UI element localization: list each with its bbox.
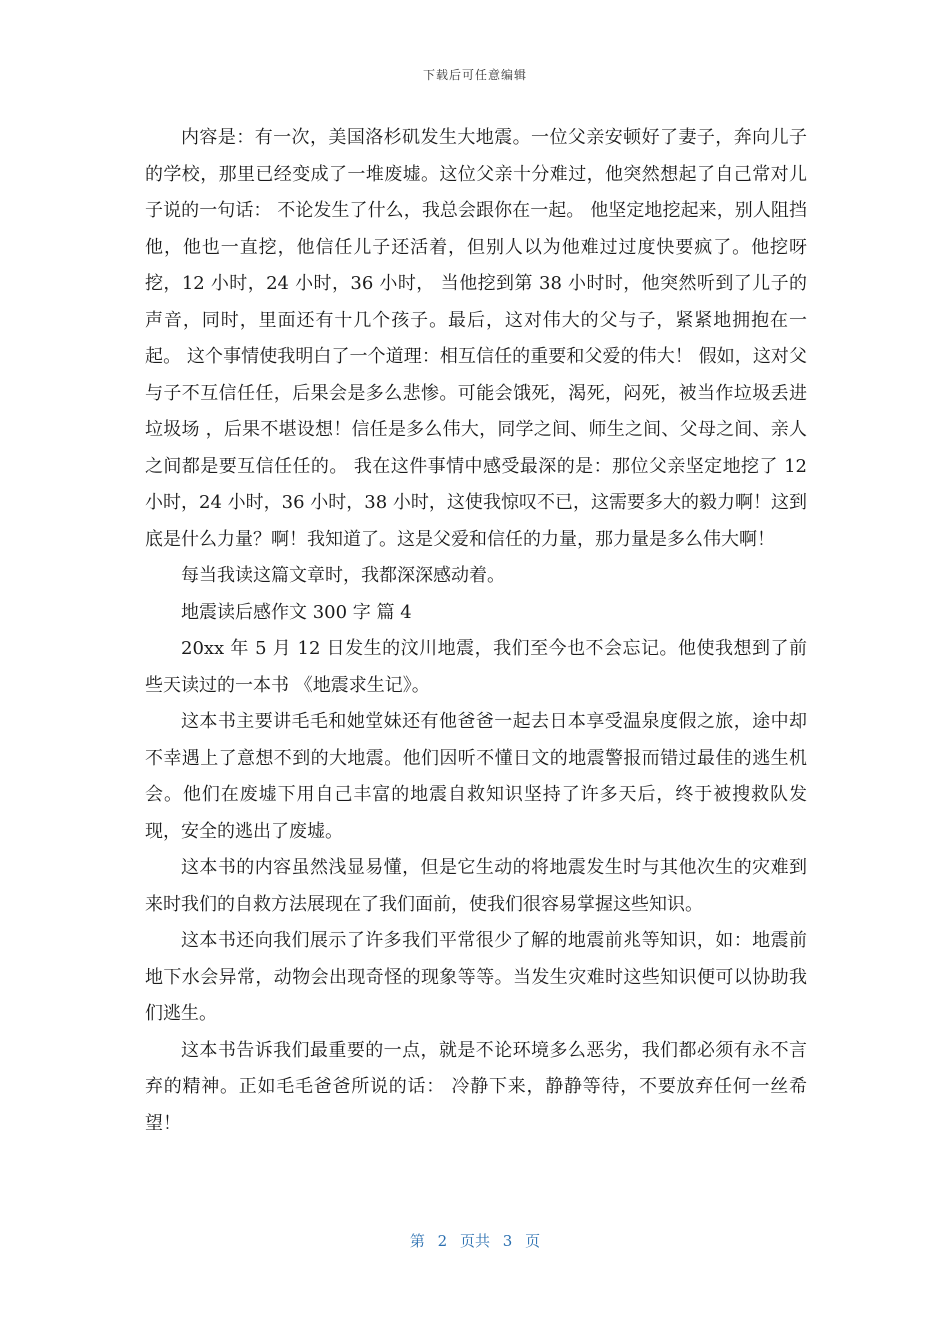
paragraph-moved: 每当我读这篇文章时，我都深深感动着。 [181,565,505,586]
page-header: 下载后可任意编辑 [422,68,527,82]
paragraph-book-plot: 这本书主要讲毛毛和她堂妹还有他爸爸一起去日本享受温泉度假之旅，途中却不幸遇上了意想不到的大地震。他们因听不懂日文的地震警报而错过最佳的逃生机会。他们在废墟下用自己丰富的地震自救知识坚持了许多天后，终于被搜救队发现，安全的逃出了废墟。 [145,711,807,842]
paragraph-wenchuan: 20xx 年 5 月 12 日发生的汶川地震，我们至今也不会忘记。他使我想到了前些天读过的一本书 《地震求生记》。 [145,638,807,696]
paragraph-book-content: 这本书的内容虽然浅显易懂，但是它生动的将地震发生时与其他次生的灾难到来时我们的自救方法展现在了我们面前，使我们很容易掌握这些知识。 [145,857,807,915]
paragraph-never-give-up: 这本书告诉我们最重要的一点，就是不论环境多么恶劣，我们都必须有永不言弃的精神。正如毛毛爸爸所说的话： 冷静下来，静静等待，不要放弃任何一丝希望！ [145,1039,807,1134]
page-number-footer: 第 2 页共 3 页 [409,1232,541,1250]
section-heading-essay-4: 地震读后感作文 300 字 篇 4 [181,601,412,623]
paragraph-story-summary: 内容是：有一次，美国洛杉矶发生大地震。一位父亲安顿好了妻子，奔向儿子的学校，那里已经变成了一堆废墟。这位父亲十分难过，他突然想起了自己常对儿子说的一句话： 不论发生了什么，我总会跟你在一起。 他坚定地挖起来，别人阻挡他，他也一直挖，他信任儿子还活着，但别人以为他难过过度快要疯了。他挖呀挖，12 小时，24 小时，36 小时， 当他挖到第 38 小时时，他突然听到了儿子的声音，同时，里面还有十几个孩子。最后，这对伟大的父与子，紧紧地拥抱在一起。 这个事情使我明白了一个道理：相互信任的重要和父爱的伟大！ 假如，这对父与子不互信任任，后果会是多么悲惨。可能会饿死，渴死，闷死，被当作垃圾丢进垃圾场 ，后果不堪设想！信任是多么伟大，同学之间、师生之间、父母之间、亲人之间都是要互信任任的。 我在这件事情中感受最深的是：那位父亲坚定地挖了 12 小时，24 小时，36 小时，38 小时，这使我惊叹不已，这需要多大的毅力啊！这到底是什么力量？啊！我知道了。这是父爱和信任的力量，那力量是多么伟大啊！ [145,127,807,550]
document-body [145,120,807,1142]
paragraph-earthquake-signs: 这本书还向我们展示了许多我们平常很少了解的地震前兆等知识，如：地震前地下水会异常，动物会出现奇怪的现象等等。当发生灾难时这些知识便可以协助我们逃生。 [145,930,807,1024]
